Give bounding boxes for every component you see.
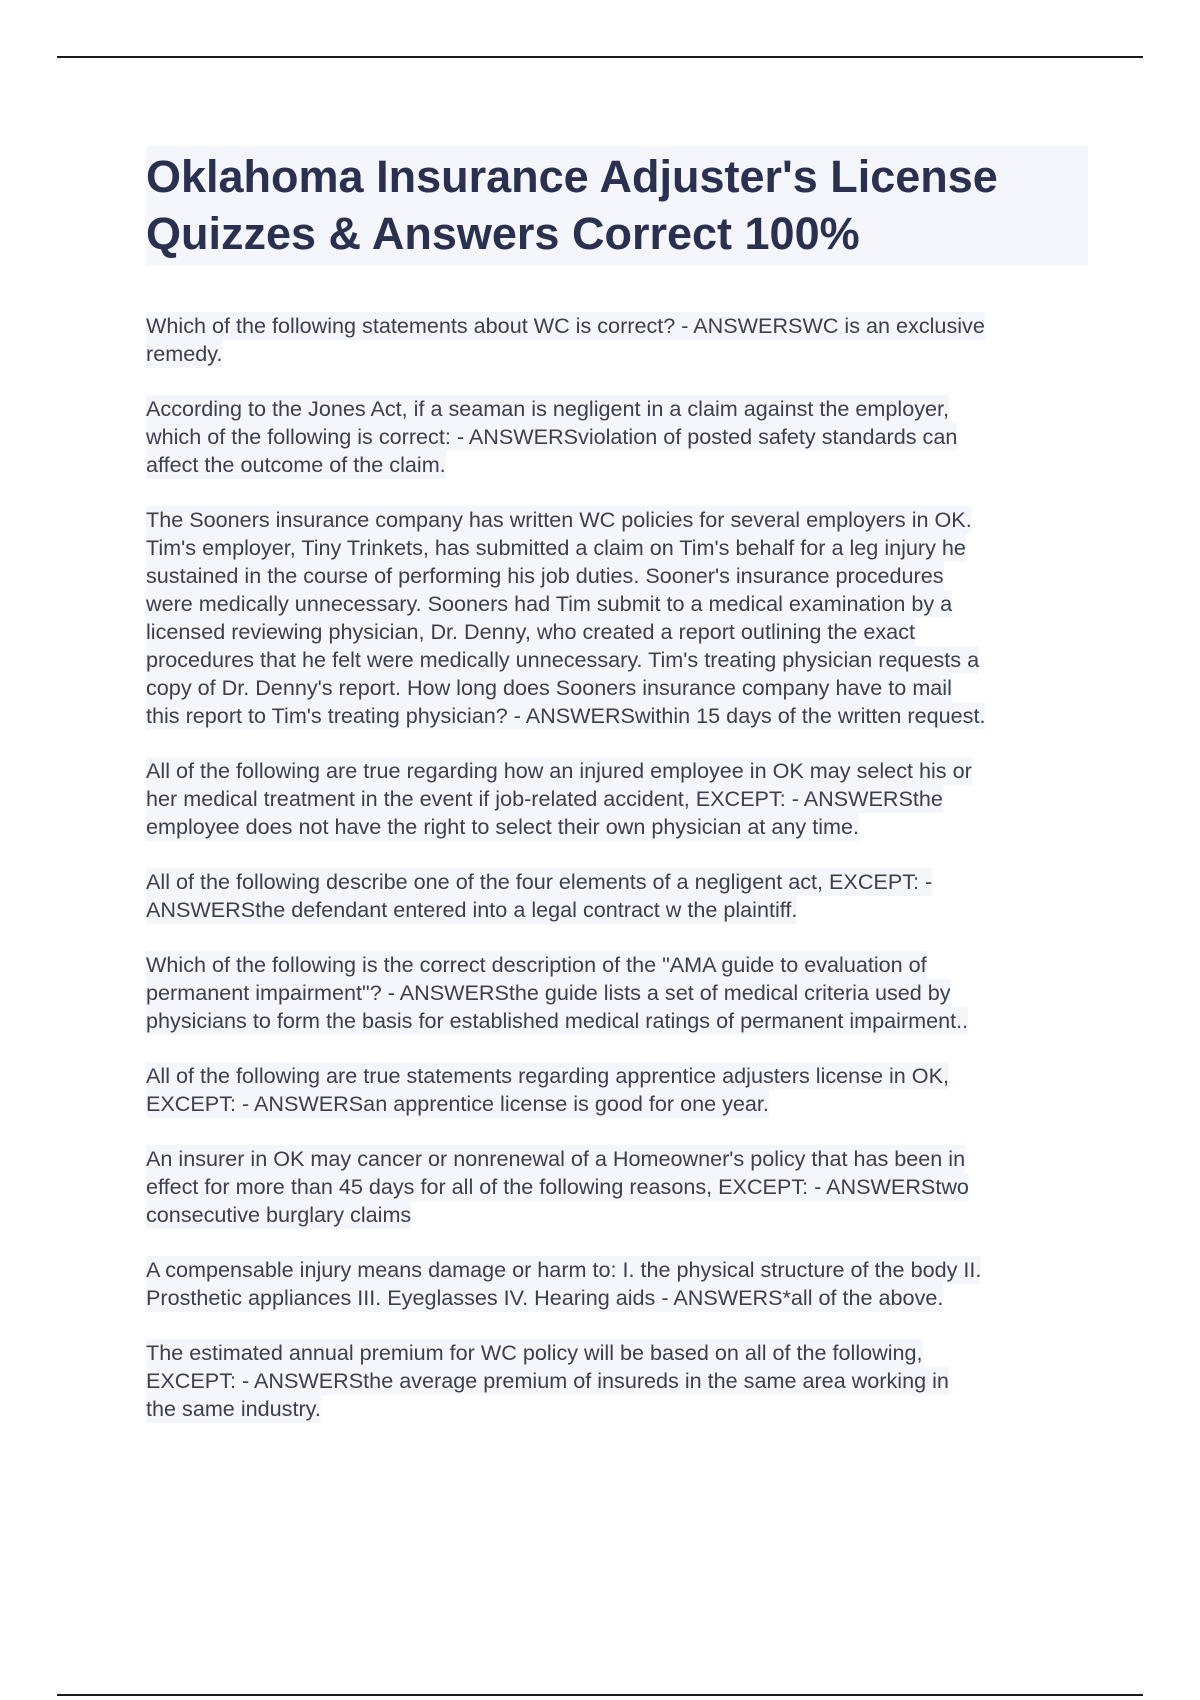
qa-item [146,1256,1092,1312]
qa-text-line: The estimated annual premium for WC policy will be based on all of the following, [146,1340,923,1365]
qa-text-line: copy of Dr. Denny's report. How long does Sooners insurance company have to mail [146,675,952,700]
qa-text-line: sustained in the course of performing his job duties. Sooner's insurance procedures [146,563,944,588]
qa-item [146,506,1092,730]
qa-text-line: Which of the following statements about WC is correct? - ANSWERSWC is an exclusive [146,313,985,338]
qa-text-line: All of the following are true regarding how an injured employee in OK may select his or [146,758,972,783]
qa-text-line: Prosthetic appliances III. Eyeglasses IV. Hearing aids - ANSWERS*all of the above. [146,1285,944,1310]
qa-text-line: According to the Jones Act, if a seaman is negligent in a claim against the employer, [146,396,950,421]
qa-text-line: EXCEPT: - ANSWERSthe average premium of insureds in the same area working in [146,1368,949,1393]
qa-text-line: were medically unnecessary. Sooners had Tim submit to a medical examination by a [146,591,953,616]
qa-item [146,395,1092,479]
qa-text-line: Tim's employer, Tiny Trinkets, has submitted a claim on Tim's behalf for a leg injury he [146,535,966,560]
document-title [146,146,1088,266]
qa-text-line: licensed reviewing physician, Dr. Denny, who created a report outlining the exact [146,619,915,644]
bottom-rule [57,1694,1143,1696]
qa-text-line: which of the following is correct: - ANSWERSviolation of posted safety standards can [146,424,958,449]
qa-text-line: procedures that he felt were medically unnecessary. Tim's treating physician requests a [146,647,980,672]
qa-text-line: ANSWERSthe defendant entered into a legal contract w the plaintiff. [146,897,798,922]
qa-item [146,1339,1092,1423]
qa-text-line: remedy. [146,341,223,366]
qa-item [146,312,1092,368]
title-line: Quizzes & Answers Correct 100% [146,208,860,259]
qa-text-line: The Sooners insurance company has written WC policies for several employers in OK. [146,507,972,532]
qa-text-line: this report to Tim's treating physician? - ANSWERSwithin 15 days of the written request. [146,703,986,728]
qa-text-line: consecutive burglary claims [146,1202,412,1227]
qa-text-line: her medical treatment in the event if job-related accident, EXCEPT: - ANSWERSthe [146,786,943,811]
qa-text-line: affect the outcome of the claim. [146,452,446,477]
qa-text-line: employee does not have the right to select their own physician at any time. [146,814,859,839]
qa-text-line: permanent impairment"? - ANSWERSthe guide lists a set of medical criteria used by [146,980,951,1005]
qa-item [146,757,1092,841]
qa-text-line: An insurer in OK may cancer or nonrenewal of a Homeowner's policy that has been in [146,1146,966,1171]
qa-item [146,868,1092,924]
top-rule [57,56,1143,58]
qa-text-line: physicians to form the basis for established medical ratings of permanent impairment.. [146,1008,969,1033]
qa-item [146,951,1092,1035]
qa-text-line: All of the following describe one of the four elements of a negligent act, EXCEPT: - [146,869,933,894]
qa-text-line: effect for more than 45 days for all of the following reasons, EXCEPT: - ANSWERStwo [146,1174,969,1199]
title-line: Oklahoma Insurance Adjuster's License [146,151,998,202]
qa-item [146,1145,1092,1229]
qa-text-line: All of the following are true statements regarding apprentice adjusters license in OK, [146,1063,949,1088]
qa-text-line: Which of the following is the correct description of the "AMA guide to evaluation of [146,952,927,977]
qa-text-line: the same industry. [146,1396,321,1421]
qa-text-line: A compensable injury means damage or harm to: I. the physical structure of the body II. [146,1257,982,1282]
qa-text-line: EXCEPT: - ANSWERSan apprentice license is good for one year. [146,1091,769,1116]
qa-list [146,312,1092,1450]
qa-item [146,1062,1092,1118]
